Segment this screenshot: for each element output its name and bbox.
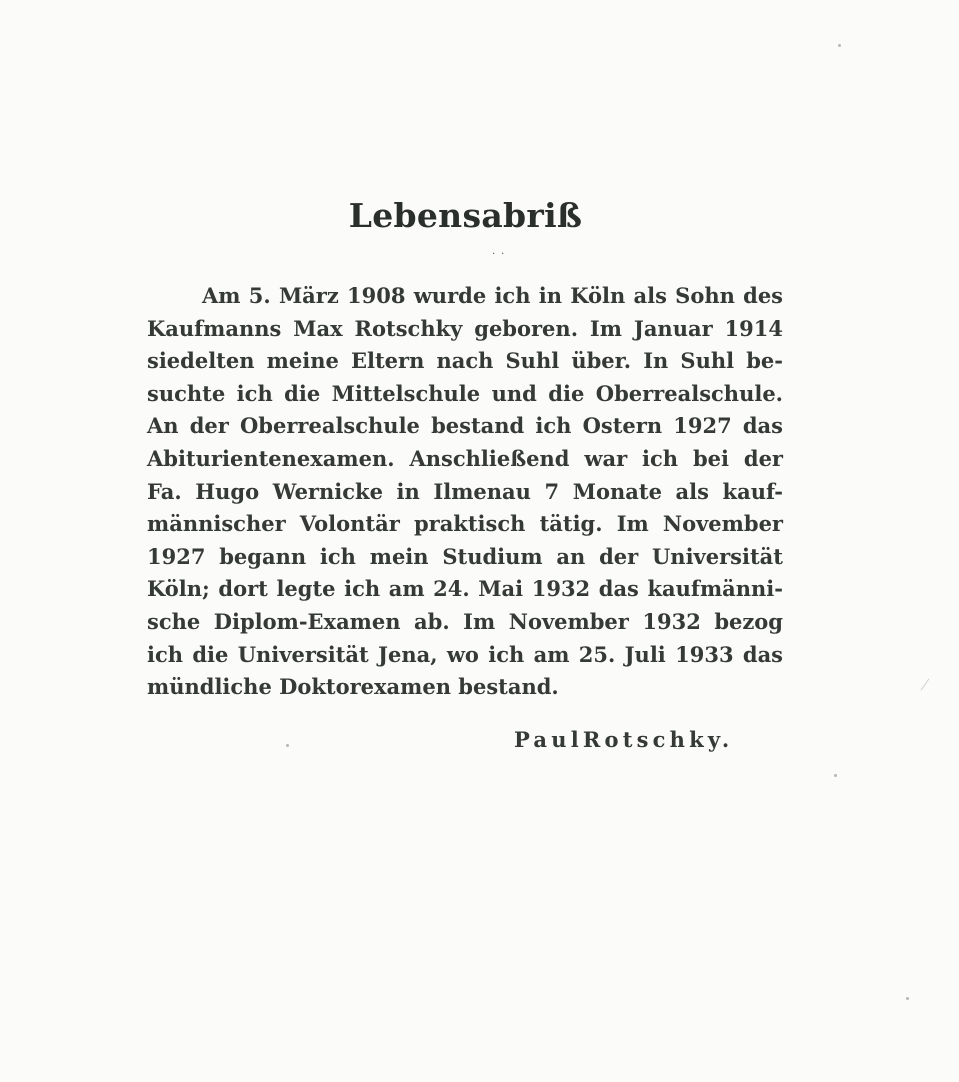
text-line: ich die Universität Jena, wo ich am 25. Juli 1933 das	[147, 641, 783, 667]
text-line: Am 5. März 1908 wurde ich in Köln als Sohn des	[202, 283, 783, 308]
paper-speck	[834, 774, 837, 777]
paper-speck	[838, 44, 841, 47]
text-line: Kaufmanns Max Rotschky geboren. Im Januar 1914	[147, 315, 783, 341]
text-line: mündliche Doktorexamen bestand.	[147, 674, 559, 700]
paper-speck	[906, 997, 909, 1000]
text-line: Köln; dort legte ich am 24. Mai 1932 das kaufmänni-	[147, 576, 783, 602]
biography-text	[147, 280, 783, 704]
text-line: 1927 begann ich mein Studium an der Universität	[147, 543, 783, 569]
signature: PaulRotschky.	[514, 727, 734, 752]
text-line: An der Oberrealschule bestand ich Ostern 1927 das	[147, 413, 783, 439]
text-line: sche Diplom-Examen ab. Im November 1932 bezog	[147, 608, 783, 634]
text-line: Abiturientenexamen. Anschließend war ich bei der	[147, 445, 783, 471]
paper-scratch	[921, 678, 930, 690]
title-ornament: ··	[492, 249, 511, 260]
text-line: siedelten meine Eltern nach Suhl über. In Suhl be-	[147, 348, 783, 374]
text-line: männischer Volontär praktisch tätig. Im November	[147, 511, 783, 537]
text-line: suchte ich die Mittelschule und die Oberrealschule.	[147, 380, 783, 406]
document-title: Lebensabriß	[348, 196, 583, 235]
text-line: Fa. Hugo Wernicke in Ilmenau 7 Monate als kauf-	[147, 478, 783, 504]
paper-speck	[286, 744, 289, 747]
